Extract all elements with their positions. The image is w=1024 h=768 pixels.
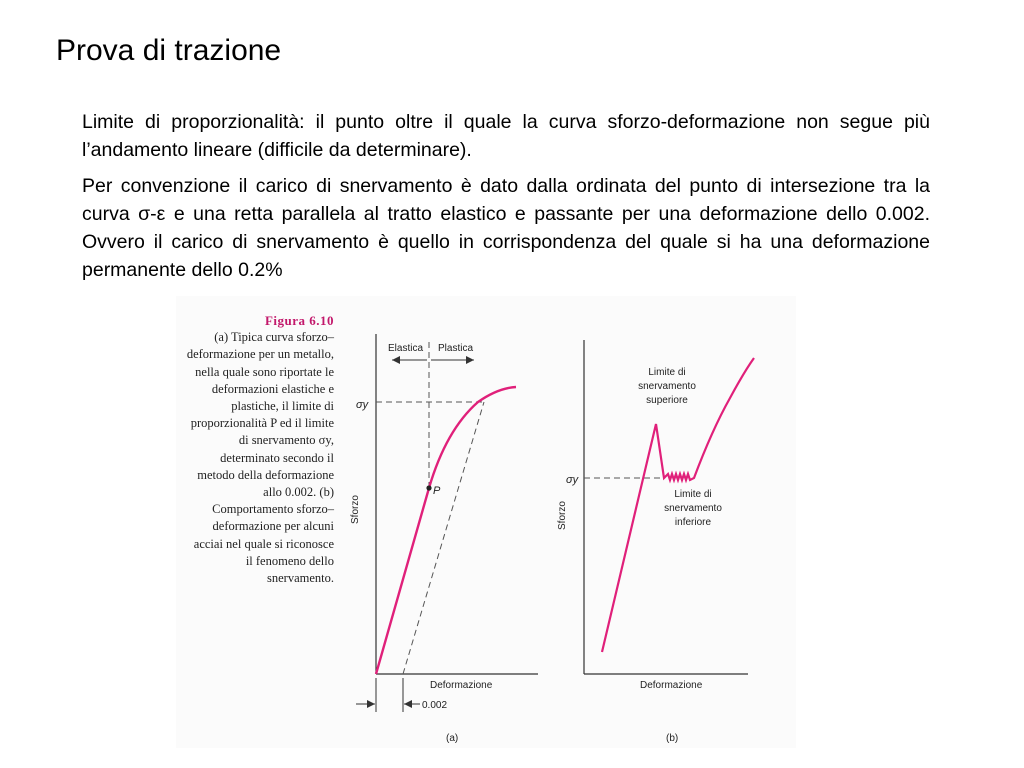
- label-upper-yield-3: superiore: [646, 395, 688, 406]
- ylabel-a: Sforzo: [350, 495, 361, 524]
- paragraph-yield-convention: Per convenzione il carico di snervamento è dato dalla ordinata del punto di intersezione tra la curva σ-ε e una retta parallela al tratto elastico e passante per una deformazione dello 0.002. Ovvero il carico di snervamento è quello in corrispondenza del quale si ha una deformazione permanente dello 0.2%: [82, 175, 930, 281]
- label-sigma-y-b: σy: [566, 474, 579, 486]
- xlabel-a: Deformazione: [430, 680, 493, 691]
- proportional-limit-point: [426, 485, 431, 490]
- label-lower-yield-1: Limite di: [674, 489, 712, 500]
- caption-body: (a) Tipica curva sforzo–deformazione per un metallo, nella quale sono riportate le deformazioni elastiche e plastiche, il limite di proporzionalità P ed il limite di snervamento σy, determinato secondo il metodo della deformazione allo 0.002. (b) Comportamento sforzo–deformazione per alcuni acciai nel quale si riconosce il fenomeno dello snervamento.: [186, 330, 334, 586]
- offset-arrowhead-right: [404, 700, 412, 708]
- caption-heading: Figura 6.10: [264, 313, 334, 328]
- ylabel-b: Sforzo: [557, 501, 568, 530]
- plastic-arrowhead: [466, 356, 474, 364]
- slide-title: Prova di trazione: [56, 34, 282, 67]
- label-upper-yield-2: snervamento: [638, 381, 696, 392]
- panel-label-a: (a): [446, 733, 459, 744]
- chart-a: [350, 334, 538, 744]
- stress-strain-curve-a: [376, 387, 516, 674]
- label-elastica: Elastica: [388, 343, 424, 354]
- elastic-arrowhead: [392, 356, 400, 364]
- offset-arrowhead-left: [367, 700, 375, 708]
- paragraph-proportionality-limit: Limite di proporzionalità: il punto oltre il quale la curva sforzo-deformazione non segue più l’andamento lineare (difficile da determinare).: [82, 111, 930, 161]
- panel-label-b: (b): [666, 733, 679, 744]
- chart-b: [557, 340, 754, 744]
- label-sigma-y-a: σy: [356, 399, 369, 411]
- label-lower-yield-3: inferiore: [674, 517, 712, 528]
- label-plastica: Plastica: [438, 343, 474, 354]
- label-offset-0002: 0.002: [422, 700, 448, 711]
- label-lower-yield-2: snervamento: [664, 503, 722, 514]
- label-upper-yield-1: Limite di: [648, 367, 686, 378]
- label-p: P: [433, 485, 441, 497]
- xlabel-b: Deformazione: [640, 680, 703, 691]
